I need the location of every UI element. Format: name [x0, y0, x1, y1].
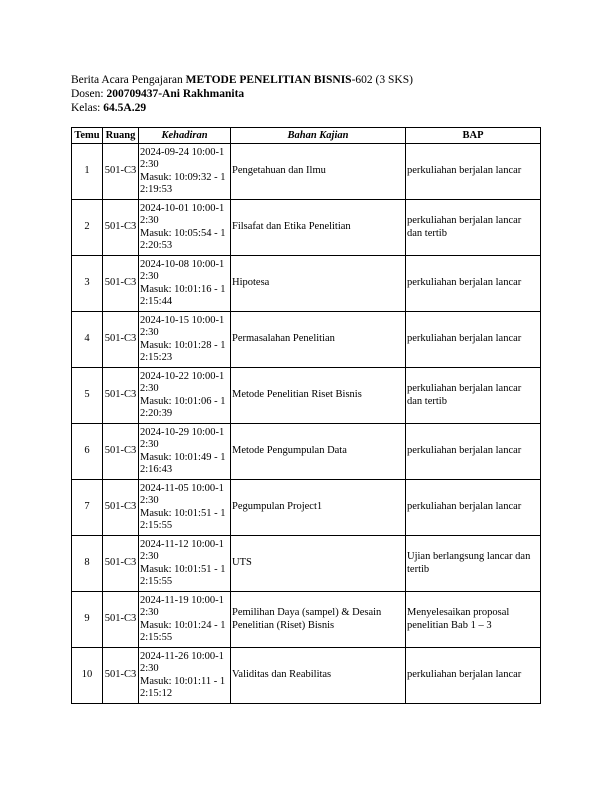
- cell-kehadiran: [139, 424, 231, 480]
- cell-jadwal: 2024-11-05 10:00-12:30: [140, 482, 224, 506]
- col-kehadiran-header: Kehadiran: [139, 128, 231, 144]
- table-row: [72, 312, 541, 368]
- table-row: [72, 256, 541, 312]
- kelas-label: Kelas:: [71, 102, 104, 114]
- cell-bahan: Metode Penelitian Riset Bisnis: [231, 368, 406, 424]
- cell-masuk: Masuk: 10:01:24 - 12:15:55: [140, 619, 226, 643]
- cell-masuk: Masuk: 10:01:06 - 12:20:39: [140, 395, 226, 419]
- cell-ruang: 501-C3: [103, 200, 139, 256]
- cell-masuk: Masuk: 10:01:51 - 12:15:55: [140, 507, 226, 531]
- table-row: [72, 200, 541, 256]
- cell-kehadiran: [139, 648, 231, 704]
- cell-temu: 4: [72, 312, 103, 368]
- table-row: [72, 480, 541, 536]
- cell-ruang: 501-C3: [103, 480, 139, 536]
- course-name: METODE PENELITIAN BISNIS: [185, 74, 352, 86]
- cell-temu: 10: [72, 648, 103, 704]
- cell-ruang: 501-C3: [103, 256, 139, 312]
- course-suffix: -602 (3 SKS): [351, 74, 413, 86]
- table-header-row: [72, 128, 541, 144]
- cell-bap: Ujian berlangsung lancar dan tertib: [406, 536, 541, 592]
- kelas-line: [71, 101, 413, 115]
- cell-temu: 1: [72, 144, 103, 200]
- cell-jadwal: 2024-10-15 10:00-12:30: [140, 314, 225, 338]
- cell-kehadiran: [139, 480, 231, 536]
- cell-masuk: Masuk: 10:01:11 - 12:15:12: [140, 675, 226, 699]
- cell-jadwal: 2024-11-19 10:00-12:30: [140, 594, 224, 618]
- cell-bahan: Metode Pengumpulan Data: [231, 424, 406, 480]
- col-ruang-header: Ruang: [103, 128, 139, 144]
- cell-jadwal: 2024-10-01 10:00-12:30: [140, 202, 225, 226]
- col-temu-header: Temu: [72, 128, 103, 144]
- cell-masuk: Masuk: 10:01:49 - 12:16:43: [140, 451, 226, 475]
- table-row: [72, 648, 541, 704]
- table-row: [72, 144, 541, 200]
- cell-ruang: 501-C3: [103, 424, 139, 480]
- cell-ruang: 501-C3: [103, 536, 139, 592]
- dosen-value: 200709437-Ani Rakhmanita: [106, 88, 245, 100]
- cell-bahan: Filsafat dan Etika Penelitian: [231, 200, 406, 256]
- cell-jadwal: 2024-11-12 10:00-12:30: [140, 538, 224, 562]
- cell-kehadiran: [139, 256, 231, 312]
- cell-ruang: 501-C3: [103, 368, 139, 424]
- table-row: [72, 424, 541, 480]
- cell-masuk: Masuk: 10:01:28 - 12:15:23: [140, 339, 226, 363]
- cell-temu: 3: [72, 256, 103, 312]
- cell-masuk: Masuk: 10:09:32 - 12:19:53: [140, 171, 226, 195]
- cell-temu: 8: [72, 536, 103, 592]
- document-header: [71, 73, 413, 115]
- cell-kehadiran: [139, 200, 231, 256]
- cell-temu: 5: [72, 368, 103, 424]
- table-row: [72, 592, 541, 648]
- cell-kehadiran: [139, 312, 231, 368]
- cell-temu: 2: [72, 200, 103, 256]
- cell-bahan: Permasalahan Penelitian: [231, 312, 406, 368]
- cell-jadwal: 2024-11-26 10:00-12:30: [140, 650, 224, 674]
- cell-ruang: 501-C3: [103, 144, 139, 200]
- dosen-line: [71, 87, 413, 101]
- cell-temu: 9: [72, 592, 103, 648]
- cell-bahan: Pegumpulan Project1: [231, 480, 406, 536]
- cell-bahan: UTS: [231, 536, 406, 592]
- col-bahan-header: Bahan Kajian: [231, 128, 406, 144]
- cell-jadwal: 2024-10-08 10:00-12:30: [140, 258, 225, 282]
- cell-temu: 6: [72, 424, 103, 480]
- cell-ruang: 501-C3: [103, 312, 139, 368]
- cell-bap: perkuliahan berjalan lancar: [406, 648, 541, 704]
- cell-kehadiran: [139, 144, 231, 200]
- cell-bap: perkuliahan berjalan lancar: [406, 256, 541, 312]
- cell-jadwal: 2024-09-24 10:00-12:30: [140, 146, 225, 170]
- cell-bap: perkuliahan berjalan lancar: [406, 424, 541, 480]
- col-bap-header: BAP: [406, 128, 541, 144]
- cell-jadwal: 2024-10-29 10:00-12:30: [140, 426, 225, 450]
- cell-bap: perkuliahan berjalan lancar: [406, 480, 541, 536]
- cell-jadwal: 2024-10-22 10:00-12:30: [140, 370, 225, 394]
- title-line: [71, 73, 413, 87]
- table-row: [72, 368, 541, 424]
- cell-ruang: 501-C3: [103, 648, 139, 704]
- cell-bap: perkuliahan berjalan lancar: [406, 144, 541, 200]
- dosen-label: Dosen:: [71, 88, 107, 100]
- cell-masuk: Masuk: 10:01:51 - 12:15:55: [140, 563, 226, 587]
- cell-bap: perkuliahan berjalan lancar dan tertib: [406, 368, 541, 424]
- kelas-value: 64.5A.29: [103, 102, 147, 114]
- cell-bap: perkuliahan berjalan lancar: [406, 312, 541, 368]
- cell-bahan: Hipotesa: [231, 256, 406, 312]
- cell-temu: 7: [72, 480, 103, 536]
- cell-bahan: Validitas dan Reabilitas: [231, 648, 406, 704]
- cell-kehadiran: [139, 536, 231, 592]
- cell-bap: perkuliahan berjalan lancar dan tertib: [406, 200, 541, 256]
- cell-bap: Menyelesaikan proposal penelitian Bab 1 – 3: [406, 592, 541, 648]
- cell-bahan: Pengetahuan dan Ilmu: [231, 144, 406, 200]
- cell-masuk: Masuk: 10:01:16 - 12:15:44: [140, 283, 226, 307]
- cell-bahan: Pemilihan Daya (sampel) & Desain Penelitian (Riset) Bisnis: [231, 592, 406, 648]
- cell-ruang: 501-C3: [103, 592, 139, 648]
- cell-kehadiran: [139, 368, 231, 424]
- cell-masuk: Masuk: 10:05:54 - 12:20:53: [140, 227, 226, 251]
- attendance-table: [71, 127, 541, 704]
- table-row: [72, 536, 541, 592]
- cell-kehadiran: [139, 592, 231, 648]
- title-prefix: Berita Acara Pengajaran: [71, 74, 186, 86]
